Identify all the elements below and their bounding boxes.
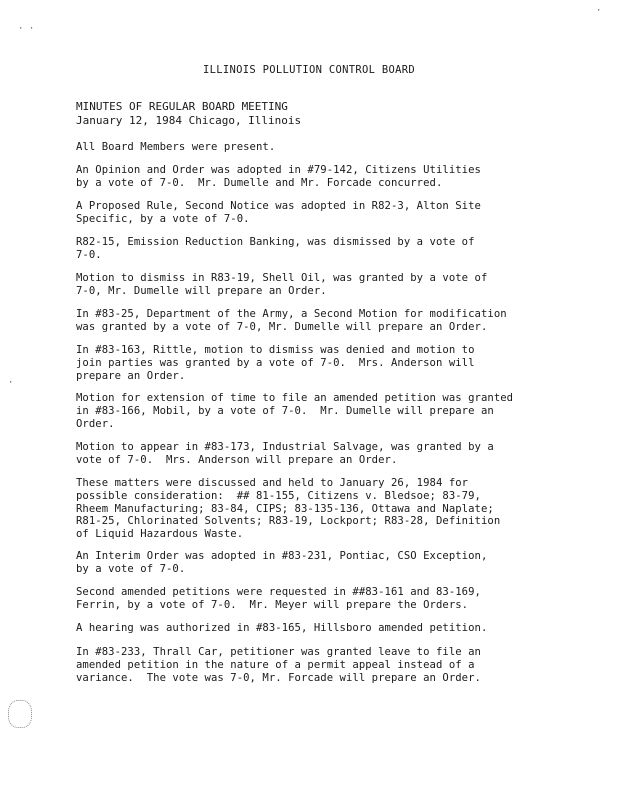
scan-mark (8, 700, 32, 728)
minutes-heading: MINUTES OF REGULAR BOARD MEETING (76, 100, 288, 113)
scan-speck: · (596, 6, 602, 16)
minutes-paragraph: An Opinion and Order was adopted in #79-142, Citizens Utilities by a vote of 7-0. Mr. Dumelle and Mr. Forcade concurred. (76, 164, 481, 189)
minutes-paragraph: Motion to appear in #83-173, Industrial Salvage, was granted by a vote of 7-0. Mrs. Anderson will prepare an Order. (76, 441, 494, 466)
document-title: ILLINOIS POLLUTION CONTROL BOARD (203, 64, 415, 76)
scan-speck: · · (18, 24, 35, 34)
minutes-paragraph: All Board Members were present. (76, 141, 276, 153)
minutes-paragraph: A Proposed Rule, Second Notice was adopted in R82-3, Alton Site Specific, by a vote of 7-0. (76, 200, 481, 225)
meeting-date-location: January 12, 1984 Chicago, Illinois (76, 114, 302, 127)
minutes-paragraph: An Interim Order was adopted in #83-231, Pontiac, CSO Exception, by a vote of 7-0. (76, 550, 488, 575)
scan-speck: · (8, 378, 14, 388)
minutes-paragraph: These matters were discussed and held to January 26, 1984 for possible consideration: ## 81-155, Citizens v. Bledsoe; 83-79, Rheem Manufacturing; 83-84, CIPS; 83-135-136, Ottawa and Naplate; R81-25, Chlorinated Solvents; R83-19, Lockport; R83-28, Definition of Liquid Hazardous Waste. (76, 477, 501, 541)
minutes-paragraph: In #83-25, Department of the Army, a Second Motion for modification was granted by a vote of 7-0, Mr. Dumelle will prepare an Order. (76, 308, 507, 333)
minutes-paragraph: Motion to dismiss in R83-19, Shell Oil, was granted by a vote of 7-0, Mr. Dumelle will prepare an Order. (76, 272, 488, 297)
minutes-paragraph: In #83-163, Rittle, motion to dismiss was denied and motion to join parties was granted by a vote of 7-0. Mrs. Anderson will prepare an Order. (76, 344, 475, 382)
minutes-paragraph: Second amended petitions were requested in ##83-161 and 83-169, Ferrin, by a vote of 7-0. Mr. Meyer will prepare the Orders. (76, 586, 481, 611)
minutes-paragraph: Motion for extension of time to file an amended petition was granted in #83-166, Mobil, by a vote of 7-0. Mr. Dumelle will prepare an Order. (76, 392, 514, 430)
minutes-paragraph: A hearing was authorized in #83-165, Hillsboro amended petition. (76, 622, 488, 634)
minutes-paragraph: In #83-233, Thrall Car, petitioner was granted leave to file an amended petition in the nature of a permit appeal instead of a variance. The vote was 7-0, Mr. Forcade will prepare an Order. (76, 646, 481, 684)
minutes-paragraph: R82-15, Emission Reduction Banking, was dismissed by a vote of 7-0. (76, 236, 475, 261)
minutes-header (76, 100, 301, 128)
